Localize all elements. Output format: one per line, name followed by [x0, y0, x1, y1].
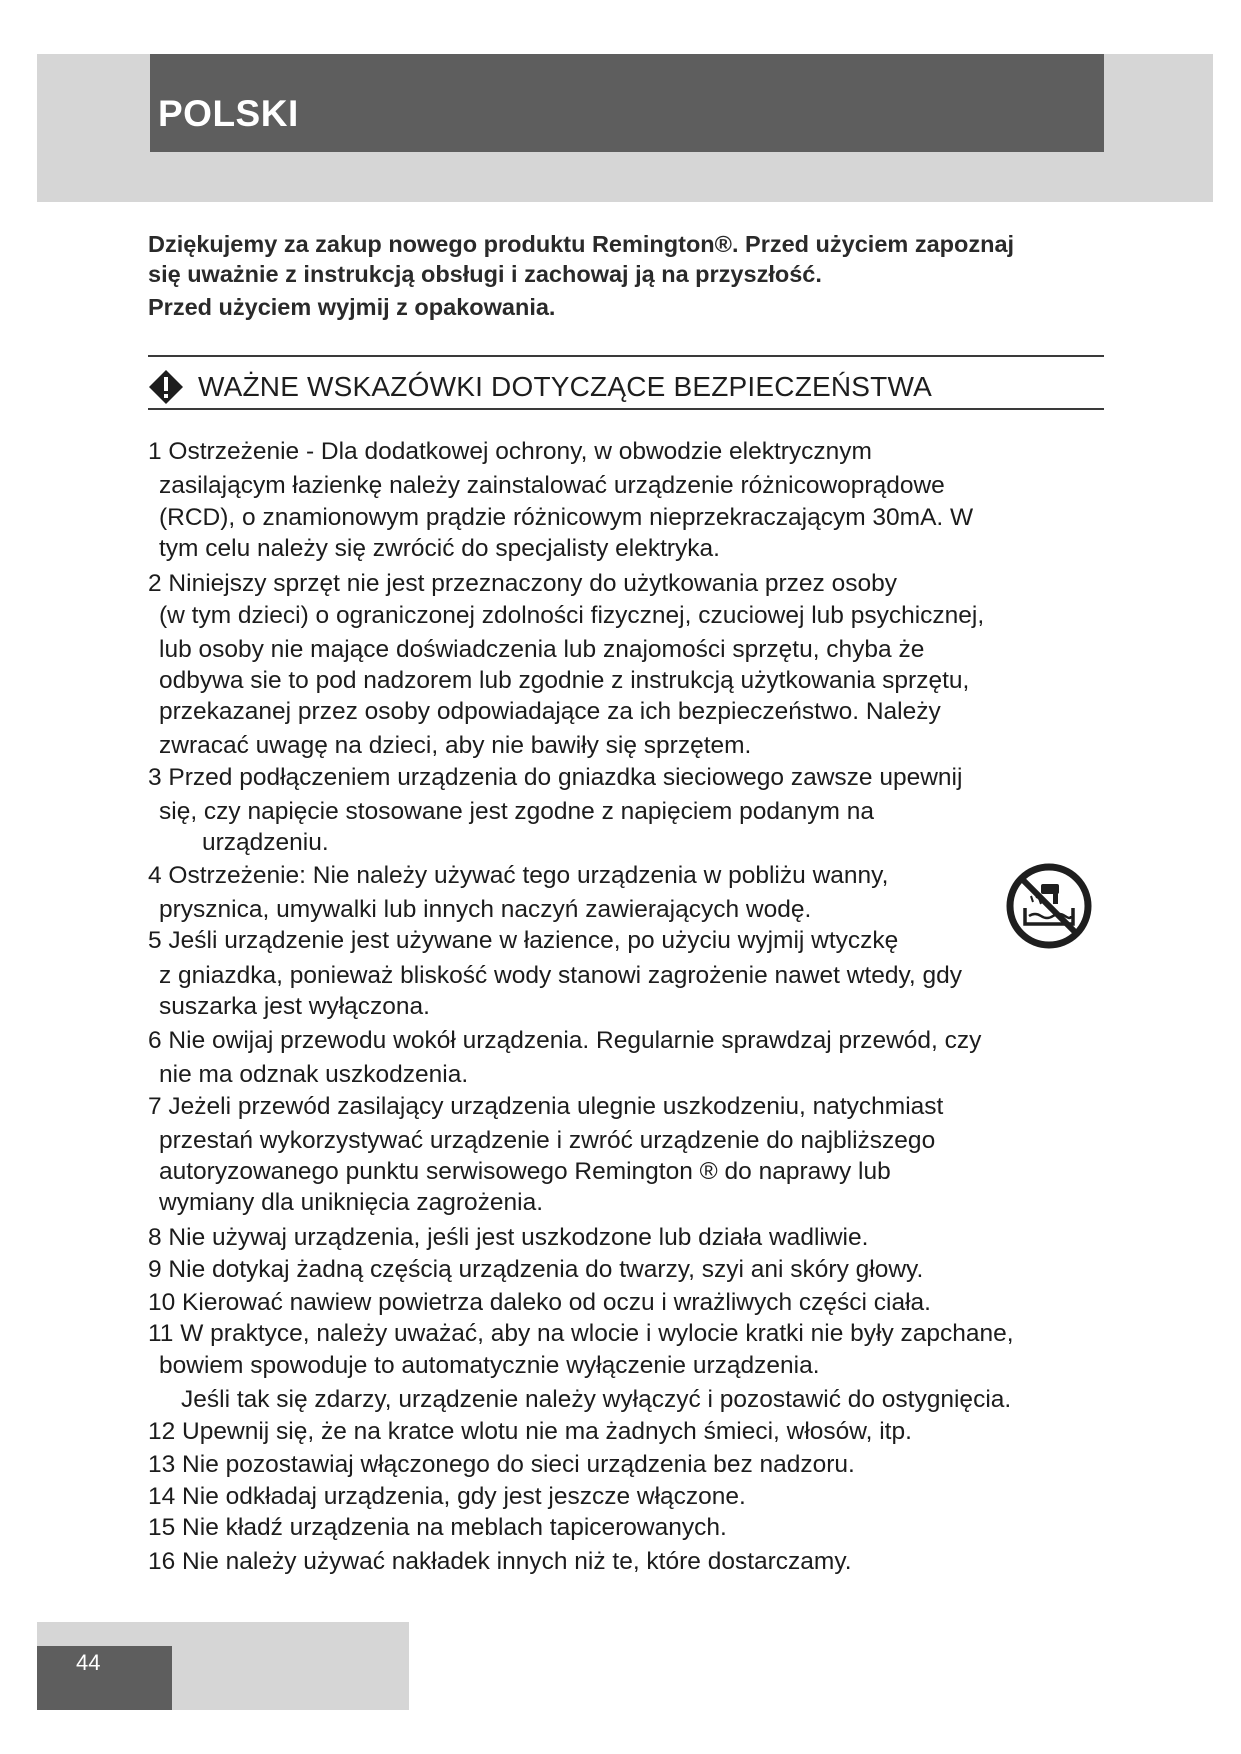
- instruction-line: wymiany dla uniknięcia zagrożenia.: [159, 1189, 544, 1216]
- instruction-line: się, czy napięcie stosowane jest zgodne z napięciem podanym na: [159, 798, 874, 825]
- section-title: WAŻNE WSKAZÓWKI DOTYCZĄCE BEZPIECZEŃSTWA: [198, 371, 932, 402]
- instruction-line: 9 Nie dotykaj żadną częścią urządzenia do twarzy, szyi ani skóry głowy.: [148, 1256, 924, 1283]
- instruction-line: odbywa sie to pod nadzorem lub zgodnie z instrukcją użytkowania sprzętu,: [159, 667, 970, 694]
- instruction-line: 10 Kierować nawiew powietrza daleko od oczu i wrażliwych części ciała.: [148, 1289, 931, 1316]
- instruction-line: 14 Nie odkładaj urządzenia, gdy jest jeszcze włączone.: [148, 1483, 746, 1510]
- intro-line: się uważnie z instrukcją obsługi i zachowaj ją na przyszłość.: [148, 261, 822, 287]
- instruction-line: 1 Ostrzeżenie - Dla dodatkowej ochrony, w obwodzie elektrycznym: [148, 438, 872, 465]
- page-number: 44: [76, 1650, 101, 1675]
- instruction-line: 4 Ostrzeżenie: Nie należy używać tego urządzenia w pobliżu wanny,: [148, 862, 889, 889]
- instruction-line: bowiem spowoduje to automatycznie wyłączenie urządzenia.: [159, 1352, 820, 1379]
- no-water-bath-icon: [1005, 862, 1093, 950]
- instruction-line: zwracać uwagę na dzieci, aby nie bawiły się sprzętem.: [159, 732, 752, 759]
- intro-line: Przed użyciem wyjmij z opakowania.: [148, 294, 556, 320]
- instruction-line: urządzeniu.: [202, 829, 329, 856]
- instruction-line: 8 Nie używaj urządzenia, jeśli jest uszkodzone lub działa wadliwie.: [148, 1224, 869, 1251]
- instruction-line: nie ma odznak uszkodzenia.: [159, 1061, 469, 1088]
- instruction-line: 2 Niniejszy sprzęt nie jest przeznaczony do użytkowania przez osoby: [148, 570, 897, 597]
- instruction-line: przekazanej przez osoby odpowiadające za ich bezpieczeństwo. Należy: [159, 698, 941, 725]
- instruction-line: tym celu należy się zwrócić do specjalisty elektryka.: [159, 535, 720, 562]
- instruction-line: zasilającym łazienkę należy zainstalować urządzenie różnicowoprądowe: [159, 472, 945, 499]
- instruction-line: 15 Nie kładź urządzenia na meblach tapicerowanych.: [148, 1514, 727, 1541]
- instruction-line: autoryzowanego punktu serwisowego Remington ® do naprawy lub: [159, 1158, 891, 1185]
- instruction-line: przestań wykorzystywać urządzenie i zwróć urządzenie do najbliższego: [159, 1127, 936, 1154]
- instruction-line: prysznica, umywalki lub innych naczyń zawierających wodę.: [159, 896, 812, 923]
- instruction-line: 16 Nie należy używać nakładek innych niż te, które dostarczamy.: [148, 1548, 852, 1575]
- instruction-line: z gniazdka, ponieważ bliskość wody stanowi zagrożenie nawet wtedy, gdy: [159, 962, 963, 989]
- instruction-line: suszarka jest wyłączona.: [159, 993, 430, 1020]
- instruction-line: lub osoby nie mające doświadczenia lub znajomości sprzętu, chyba że: [159, 636, 925, 663]
- instruction-line: (w tym dzieci) o ograniczonej zdolności fizycznej, czuciowej lub psychicznej,: [159, 602, 985, 629]
- instruction-line: Jeśli tak się zdarzy, urządzenie należy wyłączyć i pozostawić do ostygnięcia.: [181, 1386, 1012, 1413]
- intro-line: Dziękujemy za zakup nowego produktu Remington®. Przed użyciem zapoznaj: [148, 231, 1015, 257]
- language-title: POLSKI: [158, 93, 299, 134]
- footer-box: [37, 1646, 172, 1710]
- instruction-line: 13 Nie pozostawiaj włączonego do sieci urządzenia bez nadzoru.: [148, 1451, 855, 1478]
- instruction-line: 3 Przed podłączeniem urządzenia do gniazdka sieciowego zawsze upewnij: [148, 764, 963, 791]
- instruction-line: 11 W praktyce, należy uważać, aby na wlocie i wylocie kratki nie były zapchane,: [148, 1320, 1014, 1347]
- instruction-line: 7 Jeżeli przewód zasilający urządzenia ulegnie uszkodzeniu, natychmiast: [148, 1093, 944, 1120]
- instruction-line: (RCD), o znamionowym prądzie różnicowym nieprzekraczającym 30mA. W: [159, 504, 974, 531]
- instruction-line: 6 Nie owijaj przewodu wokół urządzenia. Regularnie sprawdzaj przewód, czy: [148, 1027, 982, 1054]
- instruction-line: 12 Upewnij się, że na kratce wlotu nie ma żadnych śmieci, włosów, itp.: [148, 1418, 912, 1445]
- instruction-line: 5 Jeśli urządzenie jest używane w łazience, po użyciu wyjmij wtyczkę: [148, 927, 899, 954]
